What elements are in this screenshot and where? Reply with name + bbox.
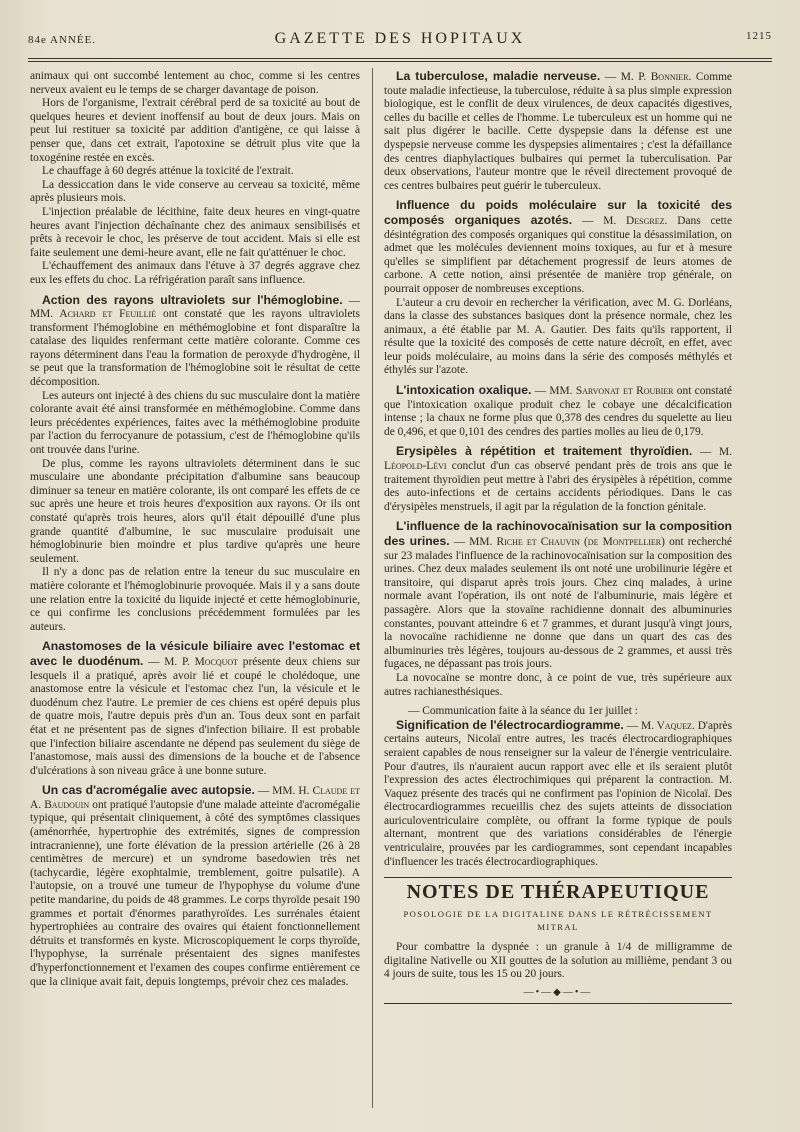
ornament-divider: —•—◆—•— — [523, 986, 593, 998]
year-label: 84e ANNÉE. — [28, 34, 97, 46]
column-divider — [372, 68, 373, 1108]
article-text: ont constaté que les rayons ultraviolets transforment l'hémoglobine en méthémoglobine et font disparaître la catalase des liquides renfermant cette matière colorante. Comme ces rayons déterminent dans l'eau la formation de peroxyde d'hydrogène, il se peut que la transformation de l'hémoglobine soit le résultat de cette décomposition. — [30, 308, 360, 389]
article-title: Anastomoses de la vésicule biliaire avec l'estomac et avec le duodénum. — [30, 639, 360, 668]
section-subtitle: POSOLOGIE DE LA DIGITALINE DANS LE RÉTRÉCISSEMENT MITRAL — [403, 908, 713, 933]
article-text: Comme toute maladie infectieuse, la tuberculose, réduite à sa plus simple expression biologique, est le conflit de deux virulences, de deux capacités digestives, celles du bacille et celles de l'homme. Le tuberculeux est un homme qui ne sait plus digérer le bacille. Cette dyspepsie dans la défense est une dyspepsie nerveuse comme les dyspepsies alimentaires ; c'est la défaillance des centres diaphylactiques bulbaires qui permet la tuberculisation. Par deux observations, l'auteur montre que le réveil directement provoqué de ces centres bulbaires peut guérir le tuberculeux. — [384, 71, 732, 192]
article-erysipeles: Erysipèles à répétition et traitement thyroïdien. — M. Léopold-Lévi conclut d'un cas observé pendant près de trois ans que le traitement thyroïdien peut mettre à l'abri des érysipèles à répétition, comme des auto-infections et de certains accidents périodiques. Dans le cas d'érysipèles menstruels, il agit par la régulation de la fonction génitale. — [384, 444, 732, 513]
article-tuberculose: La tuberculose, maladie nerveuse. — M. P. Bonnier. Comme toute maladie infectieuse, la tuberculose, réduite à sa plus simple expression biologique, est le conflit de deux virulences, de deux capacités digestives, celles du bacille et celles de l'homme. Le tuberculeux est un homme qui ne sait plus digérer le bacille. Cette dyspepsie dans la défense est une dyspepsie nerveuse comme les dyspepsies alimentaires ; c'est la défaillance des centres diaphylactiques bulbaires qui permet la tuberculisation. Par deux observations, l'auteur montre que le réveil directement provoqué de ces centres bulbaires peut guérir le tuberculeux. — [384, 70, 732, 192]
article-ultraviolets: Action des rayons ultraviolets sur l'hémoglobine. — MM. Achard et Feuillié ont constaté que les rayons ultraviolets transforment l'hémoglobine en méthémoglobine et font disparaître la catalase des liquides renfermant cette matière colorante. Comme ces rayons déterminent dans l'eau la formation de peroxyde d'hydrogène, il se peut que la transformation de l'hémoglobine soit le résultat de cette décomposition. Les auteurs ont injecté à des chiens du suc musculaire dont la matière colorante avait été ainsi transformée en méthémoglobine. Comme dans leurs précédentes expériences, faites avec la méthémoglobine produite par l'action du ferrocyanure de potassium, c'est de l'hémoglobine qu'ils ont trouvée dans l'urine. De plus, comme les rayons ultraviolets déterminent dans le suc musculaire une abondante précipitation d'albumine sans beaucoup diminuer sa teneur en matière colorante, ils ont comparé les effets de ce suc après une heure et trois heures d'exposition aux rayons. Or ils ont constaté qu'après trois heures, alors qu'il était dépouillé d'une plus grande quantité d'albumine, le suc musculaire produisait une hémoglobinurie bien moindre et plus tardive qu'après une heure seulement. Il n'y a donc pas de relation entre la teneur du suc musculaire en matière colorante et l'hémoglobinurie provoquée. Mais il y a sans doute une relation entre la toxicité du liquide injecté et cette hémoglobinurie, ce qui confirme les conclusions précédemment formulées par les auteurs. — [30, 292, 360, 633]
communication-note: — Communication faite à la séance du 1er juillet : — [408, 705, 638, 718]
article-text: ont recherché sur 23 malades l'influence de la rachinovocaïnisation sur la composition des urines. Chez deux malades seulement ils ont noté une urobilinurie légère et transitoire, qui disparut après trois jours. Chez cinq malades, à urine normale avant l'opération, ils ont noté de l'albuminurie, mais légère et passagère. Alors que la stovaïne rachidienne donnait des albuminuries constantes, pouvant atteindre 6 et 7 grammes, et durant jusqu'à vingt jours, la novocaïne rachidienne ne donne que dans un quart des cas des albuminuries très légères, toujours au-dessous de 2 grammes, et aussi très fugaces, ne dépassant pas trois jours. — [384, 536, 732, 671]
article-authors: M. P. Mocquot — [164, 655, 239, 668]
article-authors: MM. Sarvonat et Roubier — [549, 385, 674, 398]
article-authors: MM. Riche et Chauvin (de Montpellier) — [469, 536, 665, 548]
page-header — [22, 28, 778, 54]
article-text: ont pratiqué l'autopsie d'une malade atteinte d'acromégalie typique, qui présentait cliniquement, à côté des symptômes classiques (aménorrhée, hypertrophie des extrémités, signes de compression intracranienne), une forte élévation de la pression artérielle (26 à 28 centimètres de mercure) et un syndrome basedowien très net (tachycardie, légère exophtalmie, tremblement, goitre pulsatile). A l'autopsie, on a trouvé une tumeur de l'hypophyse du volume d'une petite mandarine, du poids de 48 grammes. Le corps thyroïde pesait 190 grammes et portait d'énormes parathyroïdes. Les surrénales étaient hypertrophiées au contraire des ovaires qui étaient fonctionnellement détruits et transformés en kyste. Microscopiquement le corps thyroïde, l'hypophyse, la surrénale présentaient des signes manifestes d'hyperfonctionnement et l'examen des coupes confirme entièrement ce que la clinique avait fait, depuis longtemps, prévoir chez ces malades. — [30, 798, 360, 988]
article-authors: M. Vaquez. — [640, 719, 695, 732]
paragraph: Hors de l'organisme, l'extrait cérébral perd de sa toxicité au bout de quelques heures et devient inoffensif au bout de deux jours. Mais on peut lui restituer sa toxicité par addition d'antigène, ce qui laisse à penser que, dans cet extrait, l'apotoxine se détruit plus vite que la toxogénine restée en excès. — [30, 97, 360, 164]
article-acromegalie: Un cas d'acromégalie avec autopsie. — MM. H. Claude et A. Baudouin ont pratiqué l'autopsie d'une malade atteinte d'acromégalie typique, qui présentait cliniquement, à côté des symptômes classiques (aménorrhée, hypertrophie des extrémités, signes de compression intracranienne), une forte élévation de la pression artérielle (26 à 28 centimètres de mercure) et un syndrome basedowien très net (tachycardie, légère exophtalmie, tremblement, goitre pulsatile). A l'autopsie, on a trouvé une tumeur de l'hypophyse du volume d'une petite mandarine, du poids de 48 grammes. Le corps thyroïde pesait 190 grammes et portait d'énormes parathyroïdes. Les surrénales étaient hypertrophiées au contraire des ovaires qui étaient fonctionnellement détruits et transformés en kyste. Microscopiquement le corps thyroïde, l'hypophyse, la surrénale présentaient des signes manifestes d'hyperfonctionnement et l'examen des coupes confirme entièrement ce que la clinique avait fait, depuis longtemps, prévoir chez ces malades. — [30, 783, 360, 988]
article-rachinovocainisation: L'influence de la rachinovocaïnisation sur la composition des urines. — MM. Riche et Chauvin (de Montpellier) ont recherché sur 23 malades l'influence de la rachinovocaïnisation sur la composition des urines. Chez deux malades seulement ils ont noté une urobilinurie légère et transitoire, qui disparut après trois jours. Chez cinq malades, à urine normale avant l'opération, ils ont noté de l'albuminurie, mais légère et passagère. Alors que la stovaïne rachidienne donnait des albuminuries constantes, pouvant atteindre 6 et 7 grammes, et durant jusqu'à vingt jours, la novocaïne rachidienne ne donne que dans un quart des cas des albuminuries très légères, toujours au-dessous de 2 grammes, et aussi très fugaces, ne dépassant pas trois jours. La novocaïne se montre donc, à ce point de vue, très supérieure aux autres rachianesthésiques. — [384, 519, 732, 698]
article-continued — [30, 70, 360, 288]
article-title: L'intoxication oxalique. — [396, 383, 532, 398]
header-rule — [28, 58, 772, 59]
article-text: présente deux chiens sur lesquels il a pratiqué, après avoir lié et coupé le cholédoque, une anastomose entre la vésicule et l'estomac chez l'un, la vésicule et le duodénum chez l'autre. Le premier de ces chiens est opéré depuis plus de quatre mois, l'autre depuis près d'un an. Tous deux sont en parfait état et ne présentent pas de signes d'infection biliaire. Il est probable que l'infection biliaire ascendante ne dépend pas seulement du siège de l'anastomose, mais aussi des dimensions de la bouche et de l'absence d'ulcérations à son niveau grâce à une bonne suture. — [30, 655, 360, 777]
article-authors: M. Léopold-Lévi — [384, 446, 732, 473]
article-title: L'influence de la rachinovocaïnisation sur la composition des urines. — [384, 519, 732, 548]
article-poids-moleculaire: Influence du poids moléculaire sur la toxicité des composés organiques azotés. — M. Desgrez. Dans cette désintégration des composés organiques qui constitue la désassimilation, on admet que les molécules deviennent moins toxiques, au fur et à mesure qu'elles se simplifient par détachement progressif de leurs atomes de carbone. A cette notion, ainsi présentée de manière trop générale, on pourrait opposer de nombreuses exceptions. L'auteur a cru devoir en rechercher la vérification, avec M. G. Dorléans, dans la classe des substances basiques dont la présence normale, chez les animaux, a été établie par M. A. Gautier. Des faits qu'ils rapportent, il résulte que la toxicité des composés de cette nature décroît, en effet, avec leur poids moléculaire, au moins dans la série des composés méthylés et éthylés sur l'azote. — [384, 198, 732, 377]
paragraph: animaux qui ont succombé lentement au choc, comme si les centres nerveux avaient eu le temps de se charger davantage de poison. — [30, 70, 360, 96]
paragraph: Les auteurs ont injecté à des chiens du suc musculaire dont la matière colorante avait été ainsi transformée en méthémoglobine. Comme dans leurs précédentes expériences, faites avec la méthémoglobine produite par l'action du ferrocyanure de potassium, c'est de l'hémoglobine qu'ils ont trouvée dans l'urine. — [30, 389, 360, 457]
paragraph: Pour combattre la dyspnée : un granule à 1/4 de milligramme de digitaline Nativelle ou XII gouttes de la solution au millième, pendant 3 ou 4 jours de suite, tous les 15 ou 20 jours. — [384, 941, 732, 981]
article-title: Un cas d'acromégalie avec autopsie. — [42, 783, 255, 798]
article-authors: M. P. Bonnier. — [620, 71, 692, 83]
paragraph: La novocaïne se montre donc, à ce point de vue, très supérieure aux autres rachianesthésiques. — [384, 671, 732, 698]
journal-title: GAZETTE DES HOPITAUX — [274, 30, 526, 47]
section-title: NOTES DE THÉRAPEUTIQUE — [406, 881, 710, 904]
paragraph: De plus, comme les rayons ultraviolets déterminent dans le suc musculaire une abondante précipitation d'albumine sans beaucoup diminuer sa teneur en matière colorante, ils ont comparé les effets de ce suc après une heure et trois heures d'exposition aux rayons. Or ils ont constaté qu'après trois heures, alors qu'il était dépouillé d'une plus grande quantité d'albumine, le suc musculaire produisait une hémoglobinurie bien moindre et plus tardive qu'après une heure seulement. — [30, 457, 360, 565]
article-title: Influence du poids moléculaire sur la toxicité des composés organiques azotés. — [384, 198, 732, 227]
paragraph: L'injection préalable de lécithine, faite deux heures en vingt-quatre heures avant l'injection déchaînante chez des animaux sensibilisés et prêts à recevoir le choc, les préserve de tout accident. Mais si elle est faite seulement une demi-heure avant, elle ne fait qu'atténuer le choc. — [30, 205, 360, 259]
page-number: 1215 — [746, 30, 772, 42]
article-authors: MM. Achard et Feuillié — [30, 308, 157, 321]
right-column — [384, 70, 732, 1110]
article-text: D'après certains auteurs, Nicolaï entre autres, les tracés électrocardiographiques seraient capables de nous renseigner sur la valeur de l'énergie ventriculaire. Pour d'autres, ils n'auraient aucun rapport avec elle et ils seraient plutôt l'expression des actes électrochimiques qui préparent la contraction. M. Vaquez présente des tracés qui ne confirment pas l'opinion de Nicolaï. Des électrocardiogrammes recueillis chez des sujets atteints de dissociation auriculoventriculaire complète, ou offrant la forme typique de pouls alternant, montrent que des variations considérables de l'énergie ventriculaire, prouvées par les cardiogrammes, sont cependant incapables d'influencer les tracés électrocardiographiques. — [384, 719, 732, 868]
left-column — [30, 70, 360, 1110]
article-text: conclut d'un cas observé pendant près de trois ans que le traitement thyroïdien peut mettre à l'abri des érysipèles à répétition, comme des auto-infections et de certains accidents périodiques. Dans le cas d'érysipèles menstruels, il agit par la régulation de la fonction génitale. — [384, 460, 732, 513]
article-authors: M. Desgrez. — [603, 214, 668, 227]
paragraph: Il n'y a donc pas de relation entre la teneur du suc musculaire en matière colorante et l'hémoglobinurie provoquée. Mais il y a sans doute une relation entre la toxicité du liquide injecté et cette hémoglobinurie, ce qui confirme les conclusions précédemment formulées par les auteurs. — [30, 566, 360, 633]
article-title: La tuberculose, maladie nerveuse. — [396, 70, 601, 83]
article-intoxication-oxalique: L'intoxication oxalique. — MM. Sarvonat et Roubier ont constaté que l'intoxication oxalique produit chez le cobaye une décalcification intense ; la chaux ne forme plus que 0,378 des cendres du squelette au lieu de 0,496, et que 0,101 des cendres des parties molles au lieu de 0,179. — [384, 383, 732, 438]
article-title: Signification de l'électrocardiogramme. — [396, 717, 624, 732]
notes-therapeutique-section — [384, 877, 732, 1004]
article-anastomoses: Anastomoses de la vésicule biliaire avec l'estomac et avec le duodénum. — M. P. Mocquot présente deux chiens sur lesquels il a pratiqué, après avoir lié et coupé le cholédoque, une anastomose entre la vésicule et l'estomac chez l'un, la vésicule et le duodénum chez l'autre. Le premier de ces chiens est opéré depuis plus de quatre mois, l'autre depuis près d'un an. Tous deux sont en parfait état et ne présentent pas de signes d'infection biliaire. Il est probable que l'infection biliaire ascendante ne dépend pas seulement du siège de l'anastomose, mais aussi des dimensions de la bouche et de l'absence d'ulcérations à son niveau grâce à une bonne suture. — [30, 639, 360, 777]
paragraph: L'échauffement des animaux dans l'étuve à 37 degrés aggrave chez eux les effets du choc. La réfrigération paraît sans influence. — [30, 260, 360, 286]
article-authors: MM. H. Claude et A. Baudouin — [30, 785, 360, 811]
article-title: Erysipèles à répétition et traitement thyroïdien. — [396, 444, 693, 459]
paragraph: Le chauffage à 60 degrés atténue la toxicité de l'extrait. — [42, 165, 294, 178]
article-text: Dans cette désintégration des composés organiques qui constitue la désassimilation, on admet que les molécules deviennent moins toxiques, au fur et à mesure qu'elles se simplifient par détachement progressif de leurs atomes de carbone. A cette notion, ainsi présentée de manière trop générale, on pourrait opposer de nombreuses exceptions. — [384, 214, 732, 295]
article-title: Action des rayons ultraviolets sur l'hémoglobine. — [42, 292, 343, 307]
paragraph: La dessiccation dans le vide conserve au cerveau sa toxicité, même après plusieurs mois. — [30, 178, 360, 205]
paragraph: L'auteur a cru devoir en rechercher la vérification, avec M. G. Dorléans, dans la classe des substances basiques dont la présence normale, chez les animaux, a été établie par M. A. Gautier. Des faits qu'ils rapportent, il résulte que la toxicité des composés de cette nature décroît, en effet, avec leur poids moléculaire, au moins dans la série des composés méthylés et éthylés sur l'azote. — [384, 296, 732, 377]
article-electrocardiogramme: Signification de l'électrocardiogramme. — M. Vaquez. D'après certains auteurs, Nicolaï entre autres, les tracés électrocardiographiques seraient capables de nous renseigner sur la valeur de l'énergie ventriculaire. Pour d'autres, ils n'auraient aucun rapport avec elle et ils seraient plutôt l'expression des actes électrochimiques qui préparent la contraction. M. Vaquez présente des tracés qui ne confirment pas l'opinion de Nicolaï. Des électrocardiogrammes recueillis chez des sujets atteints de dissociation auriculoventriculaire complète, ou offrant la forme typique de pouls alternant, montrent que des variations considérables de l'énergie ventriculaire, prouvées par les cardiogrammes, sont cependant incapables d'influencer les tracés électrocardiographiques. — [384, 717, 732, 868]
article-text: ont constaté que l'intoxication oxalique produit chez le cobaye une décalcification intense ; la chaux ne forme plus que 0,378 des cendres du squelette au lieu de 0,496, et que 0,101 des cendres des parties molles au lieu de 0,179. — [384, 385, 732, 438]
header-rule-double — [28, 61, 772, 62]
